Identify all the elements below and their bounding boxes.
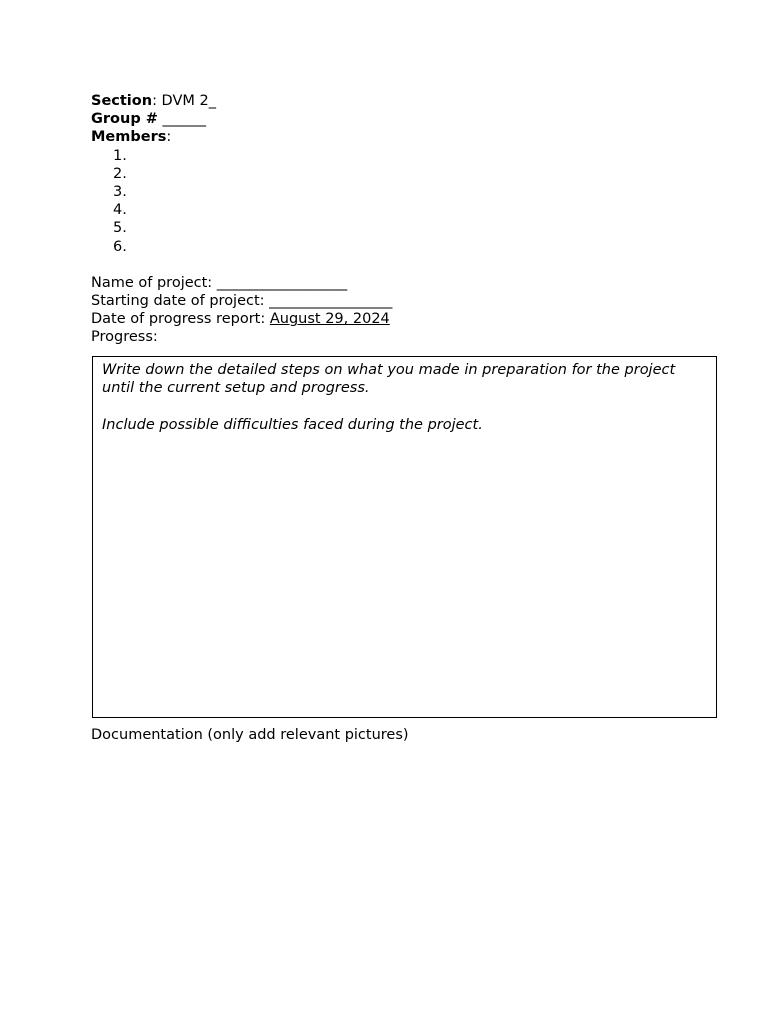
- report-date-label: Date of progress report:: [91, 311, 270, 328]
- progress-box[interactable]: [92, 356, 717, 718]
- report-date-value: August 29, 2024: [269, 311, 390, 328]
- spacer: [91, 256, 721, 274]
- progress-label: Progress:: [91, 329, 158, 346]
- project-name-field: Name of project: __________________: [91, 274, 348, 291]
- members-colon: :: [166, 129, 172, 146]
- section-label: Section: [91, 93, 153, 109]
- group-label: Group #: [91, 111, 158, 128]
- section-line: [91, 92, 721, 110]
- member-item-4: 4.: [113, 202, 127, 219]
- member-item-6: 6.: [113, 238, 127, 255]
- start-date-field: Starting date of project: _________________: [91, 293, 393, 310]
- members-line: [91, 128, 721, 146]
- progress-instruction-steps: Write down the detailed steps on what you made in preparation for the project until the current setup and progress.: [102, 362, 676, 397]
- report-form: [91, 92, 721, 347]
- member-item-2: 2.: [113, 165, 127, 182]
- documentation-note: Documentation (only add relevant pictures): [91, 727, 409, 743]
- group-line: [91, 110, 721, 128]
- section-value: : DVM 2_: [152, 93, 216, 109]
- progress-gap: [102, 397, 707, 415]
- report-date-field: [91, 310, 721, 328]
- progress-instruction-difficulties: Include possible difficulties faced during the project.: [102, 416, 483, 433]
- member-item-3: 3.: [113, 183, 127, 200]
- member-item-5: 5.: [113, 220, 127, 237]
- group-value: ______: [157, 111, 207, 128]
- members-list: [91, 147, 721, 256]
- members-label: Members: [91, 129, 167, 146]
- member-item-1: 1.: [113, 147, 127, 164]
